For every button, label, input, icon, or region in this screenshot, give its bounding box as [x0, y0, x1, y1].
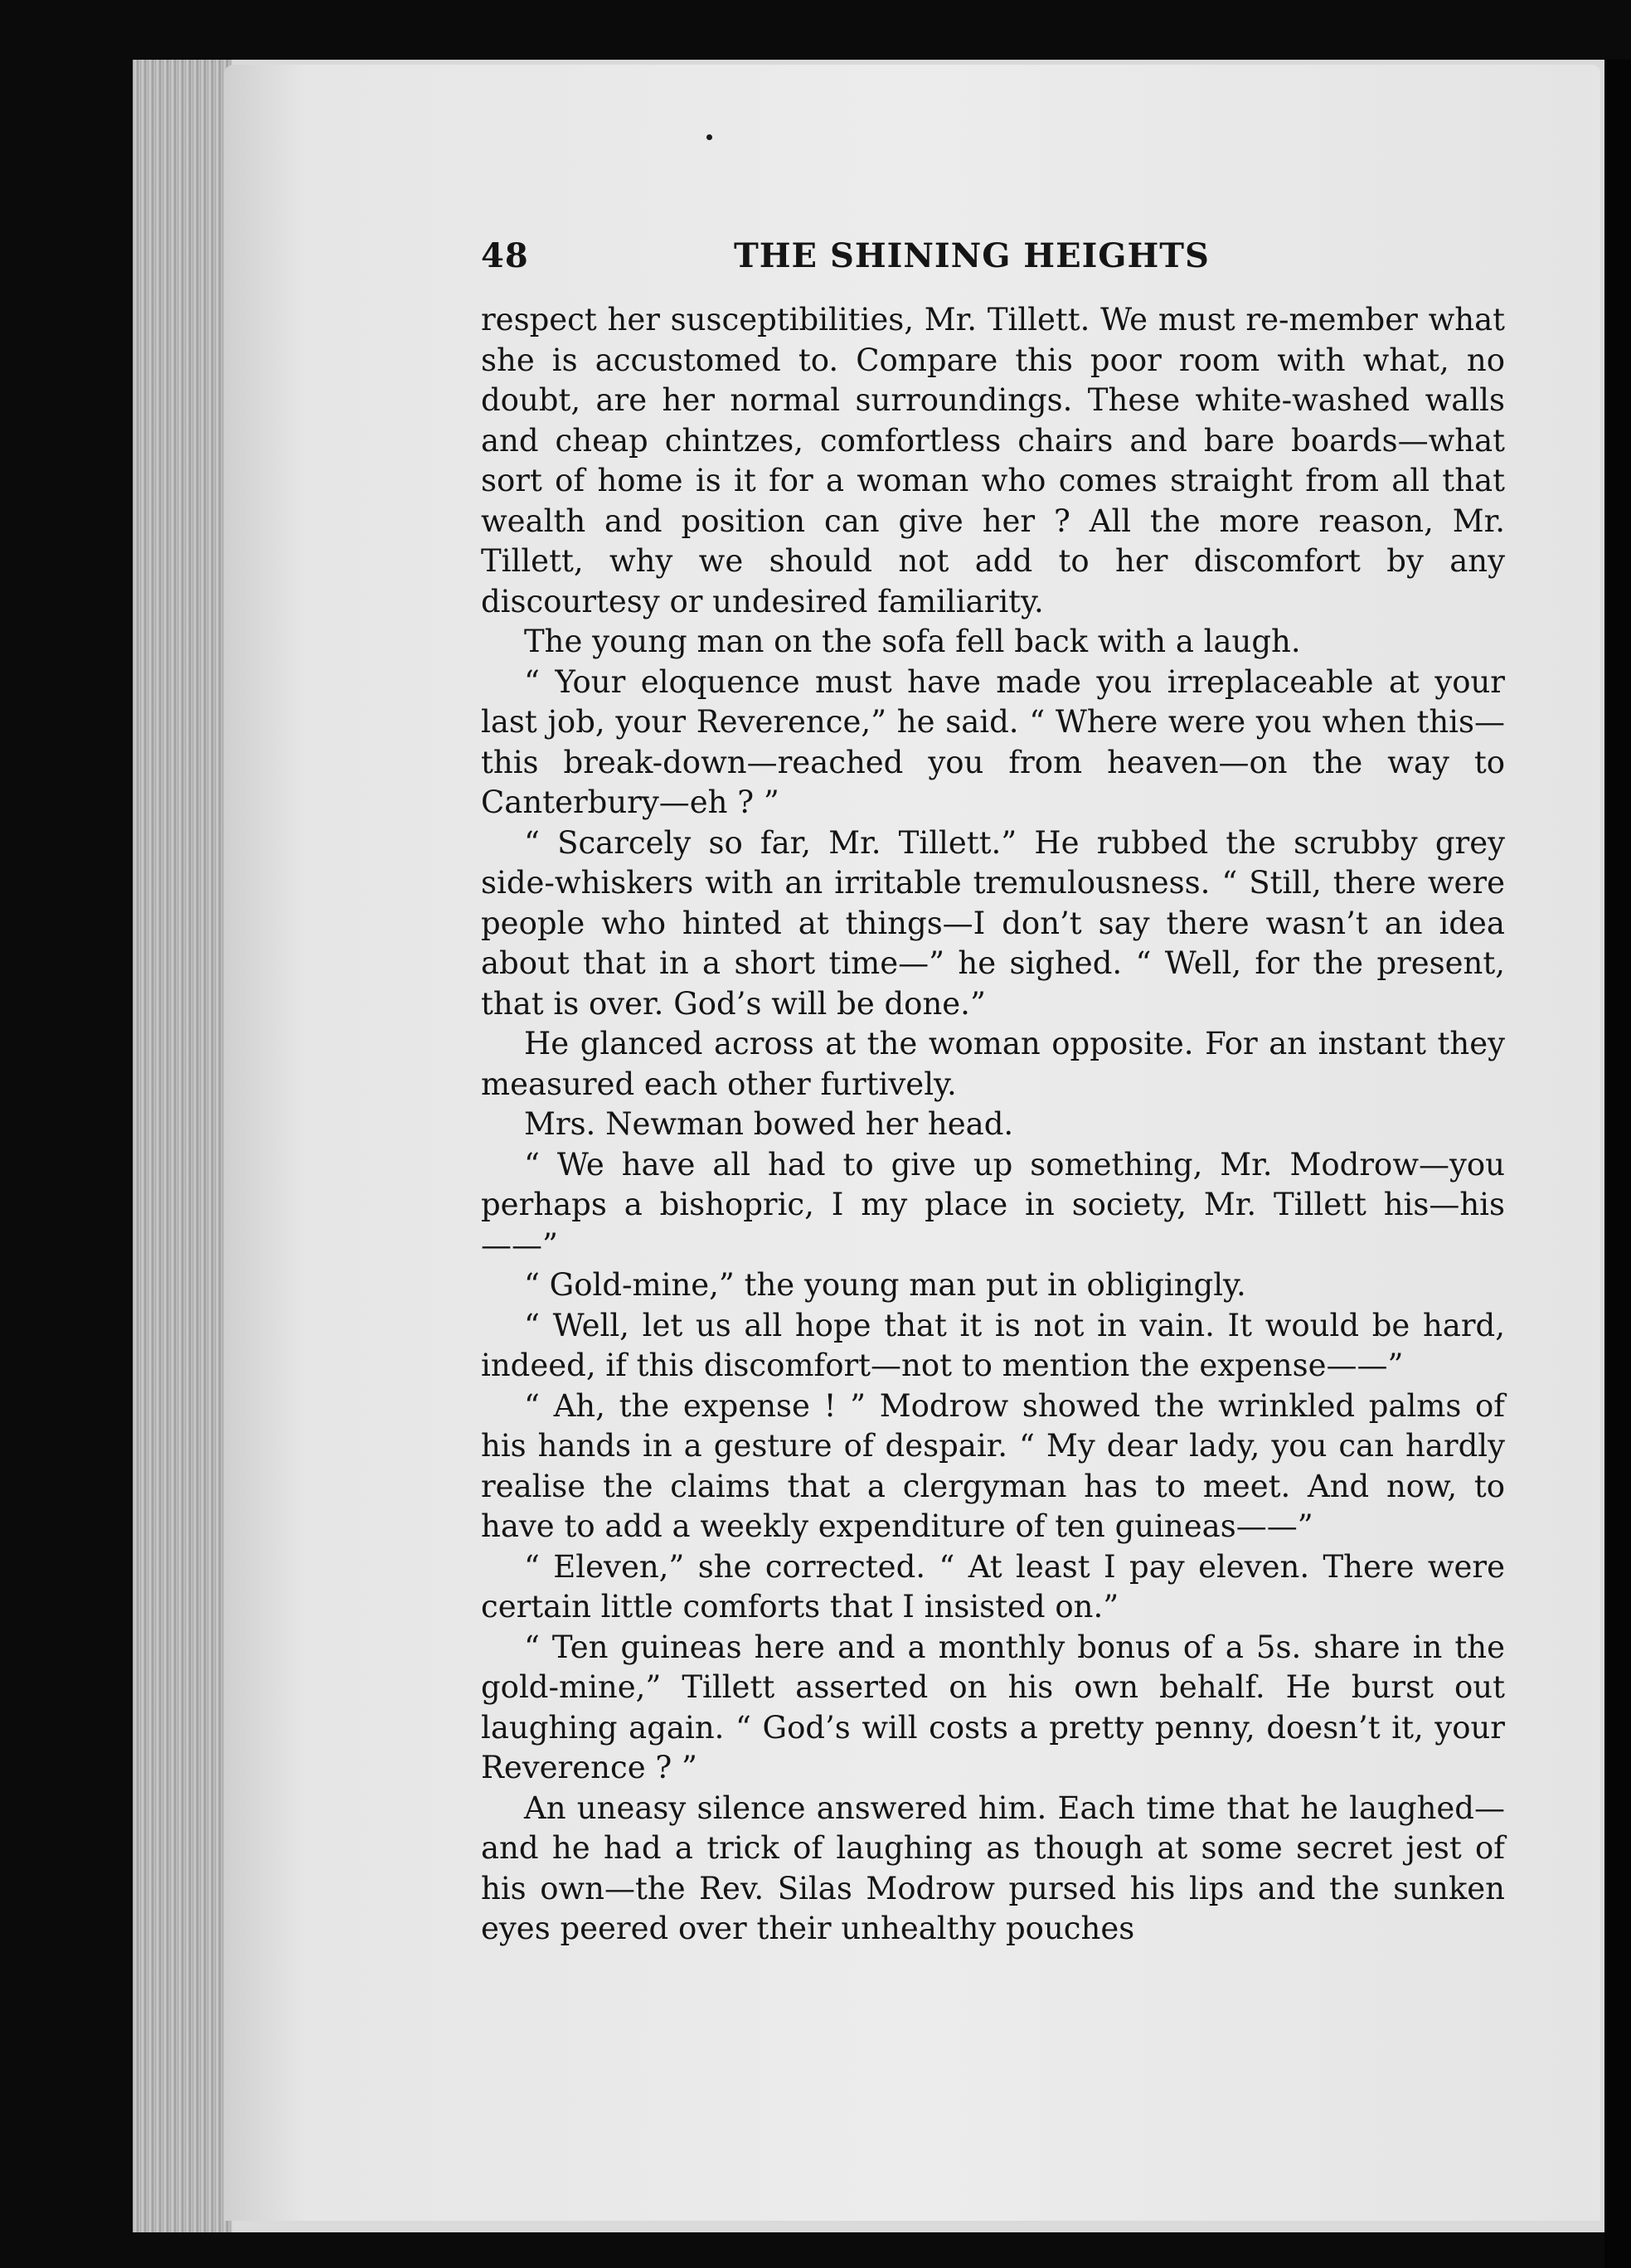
- paragraph: “ Eleven,” she corrected. “ At least I pay eleven. There were certain little comforts that I insisted on.”: [481, 1548, 1505, 1625]
- paragraph: “ Gold-mine,” the young man put in obligingly.: [524, 1267, 1246, 1303]
- running-title: THE SHINING HEIGHTS: [734, 236, 1210, 275]
- paragraph: “ Ah, the expense ! ” Modrow showed the wrinkled palms of his hands in a gesture of despair. “ My dear lady, you can hardly realise the claims that a clergyman has to meet. And now, to have to add a weekly expenditure of ten guineas——”: [481, 1387, 1505, 1544]
- page-edges: [133, 60, 232, 2232]
- paragraph: Mrs. Newman bowed her head.: [524, 1106, 1014, 1142]
- paragraph: “ We have all had to give up something, Mr. Modrow—you perhaps a bishopric, I my place in society, Mr. Tillett his—his——”: [481, 1146, 1505, 1263]
- paragraph: respect her susceptibilities, Mr. Tillett. We must re-member what she is accustomed to. Compare this poor room with what, no doubt, are her normal surroundings. These white-washed walls and cheap chintzes, comfortless chairs and bare boards—what sort of home is it for a woman who comes straight from all that wealth and position can give her ? All the more reason, Mr. Tillett, why we should not add to her discomfort by any discourtesy or undesired familiarity.: [481, 302, 1505, 619]
- paragraph: He glanced across at the woman opposite. For an instant they measured each other furtively.: [481, 1026, 1505, 1102]
- page-number: 48: [481, 236, 529, 275]
- paragraph: The young man on the sofa fell back with a laugh.: [524, 624, 1301, 659]
- paragraph: “ Ten guineas here and a monthly bonus of a 5s. share in the gold-mine,” Tillett asserted on his own behalf. He burst out laughing again. “ God’s will costs a pretty penny, doesn’t it, your Reverence ? ”: [481, 1629, 1505, 1785]
- paragraph: “ Scarcely so far, Mr. Tillett.” He rubbed the scrubby grey side-whiskers with an irritable tremulousness. “ Still, there were people who hinted at things—I don’t say there wasn’t an idea about that in a short time—” he sighed. “ Well, for the present, that is over. God’s will be done.”: [481, 824, 1505, 1022]
- page-header: [481, 236, 1219, 286]
- paragraph: “ Well, let us all hope that it is not in vain. It would be hard, indeed, if this discomfort—not to mention the expense——”: [481, 1307, 1505, 1383]
- paragraph: An uneasy silence answered him. Each time that he laughed—and he had a trick of laughing as though at some secret jest of his own—the Rev. Silas Modrow pursed his lips and the sunken eyes peered over their unhealthy pouches: [481, 1790, 1505, 1946]
- right-shadow: [1604, 60, 1631, 2268]
- text-body: [481, 300, 1505, 1950]
- paragraph: “ Your eloquence must have made you irreplaceable at your last job, your Reverence,” he said. “ Where were you when this—this break-down—reached you from heaven—on the way to Canterbury—eh ? ”: [481, 663, 1505, 820]
- ink-speck: [706, 134, 712, 140]
